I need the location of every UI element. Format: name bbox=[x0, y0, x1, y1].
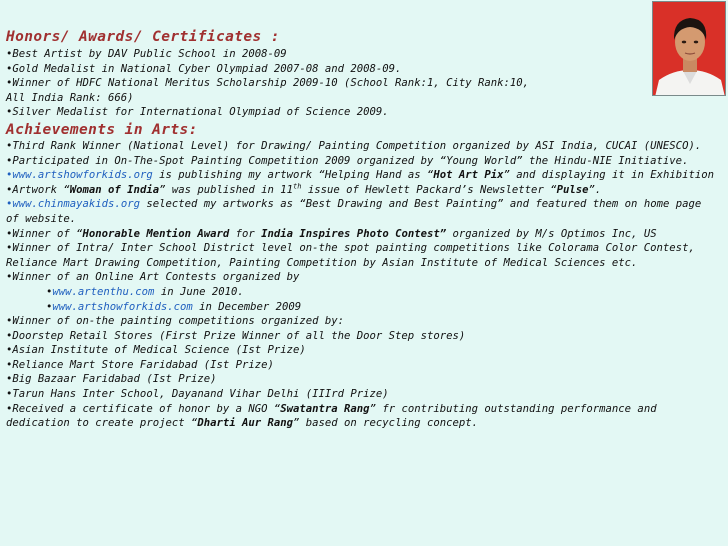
honors-item: •Gold Medalist in National Cyber Olympiad 2007-08 and 2008-09. bbox=[6, 62, 402, 75]
bullet: • bbox=[46, 300, 53, 313]
arts-item bbox=[6, 183, 718, 198]
item-text: selected my artworks as “Best Drawing and Best Painting” and featured them on home page of website. bbox=[6, 198, 702, 225]
bold-text: Pulse bbox=[556, 183, 589, 196]
arts-heading: Achievements in Arts: bbox=[6, 121, 198, 138]
arts-item: •Big Bazaar Faridabad (Ist Prize) bbox=[6, 373, 217, 386]
artenthu-link[interactable]: www.artenthu.com bbox=[52, 285, 155, 298]
item-text: in December 2009 bbox=[192, 300, 302, 313]
item-text: ” was published in 11 bbox=[159, 183, 294, 196]
arts-item: •Asian Institute of Medical Science (Ist Prize) bbox=[6, 344, 306, 357]
bullet: • bbox=[6, 198, 13, 211]
bold-text: Dharti Aur Rang bbox=[197, 417, 294, 430]
arts-item: •Participated in On-The-Spot Painting Competition 2009 organized by “Young World” the Hindu-NIE Initiative. bbox=[6, 154, 689, 167]
item-text: ”. bbox=[588, 183, 602, 196]
bullet: • bbox=[46, 285, 53, 298]
item-text: issue of Hewlett Packard’s Newsletter “ bbox=[301, 183, 557, 196]
item-text: is publishing my artwork “Helping Hand as “ bbox=[152, 169, 434, 182]
arts-item bbox=[6, 197, 718, 226]
bullet: • bbox=[6, 169, 13, 182]
item-text: •Artwork “ bbox=[6, 183, 70, 196]
bold-text: Swatantra Rang bbox=[280, 402, 370, 415]
arts-item: •Third Rank Winner (National Level) for Drawing/ Painting Competition organized by ASI India, CUCAI (UNESCO). bbox=[6, 139, 702, 152]
item-text: ” based on recycling concept. bbox=[293, 417, 478, 430]
item-text: •Received a certificate of honor by a NGO “ bbox=[6, 402, 281, 415]
honors-item: •Best Artist by DAV Public School in 2008-09 bbox=[6, 48, 287, 60]
item-text: ” fr contributing outstanding performance and dedication to create project “ bbox=[6, 402, 657, 430]
arts-item: •Tarun Hans Inter School, Dayanand Vihar Delhi (IIIrd Prize) bbox=[6, 388, 389, 401]
arts-item: •Winner of Intra/ Inter School District level on-the spot painting competitions like Colorama Color Contest, Reliance Mart Drawing Competition, Painting Competition by Asian Institute of Medical Sciences etc. bbox=[6, 242, 695, 269]
arts-item: •Winner of an Online Art Contests organized by bbox=[6, 271, 300, 284]
honors-heading: Honors/ Awards/ Certificates : bbox=[6, 29, 280, 45]
item-text: ” and displaying it in Exhibition bbox=[503, 169, 715, 182]
arts-subitem bbox=[6, 300, 718, 315]
artshowforkids-org-link[interactable]: www.artshowforkids.org bbox=[12, 169, 153, 182]
arts-item: •Doorstep Retail Stores (First Prize Winner of all the Door Step stores) bbox=[6, 329, 466, 342]
chinmayakids-link[interactable]: www.chinmayakids.org bbox=[12, 198, 140, 211]
resume-section bbox=[6, 28, 718, 431]
item-text: for bbox=[229, 227, 262, 240]
arts-item bbox=[6, 168, 718, 183]
item-text: in June 2010. bbox=[154, 285, 244, 298]
bold-text: India Inspires Photo Contest” bbox=[261, 227, 447, 240]
superscript: th bbox=[293, 182, 302, 191]
honors-item: All India Rank: 666) bbox=[6, 91, 134, 104]
bold-text: Hot Art Pix bbox=[433, 169, 504, 182]
arts-item: •Reliance Mart Store Faridabad (Ist Prize) bbox=[6, 358, 274, 371]
arts-item: •Winner of on-the painting competitions organized by: bbox=[6, 315, 345, 328]
bold-text: Honorable Mention Award bbox=[82, 227, 230, 240]
artshowforkids-com-link[interactable]: www.artshowforkids.com bbox=[52, 300, 193, 313]
honors-item: •Silver Medalist for International Olympiad of Science 2009. bbox=[6, 106, 389, 119]
arts-subitem bbox=[6, 285, 718, 300]
arts-item bbox=[6, 402, 718, 431]
bold-text: Woman of India bbox=[69, 183, 160, 196]
honors-item: •Winner of HDFC National Meritus Scholarship 2009-10 (School Rank:1, City Rank:10, bbox=[6, 77, 529, 90]
item-text: •Winner of “ bbox=[6, 227, 83, 240]
item-text: organized by M/s Optimos Inc, US bbox=[446, 227, 657, 240]
arts-item bbox=[6, 227, 718, 242]
